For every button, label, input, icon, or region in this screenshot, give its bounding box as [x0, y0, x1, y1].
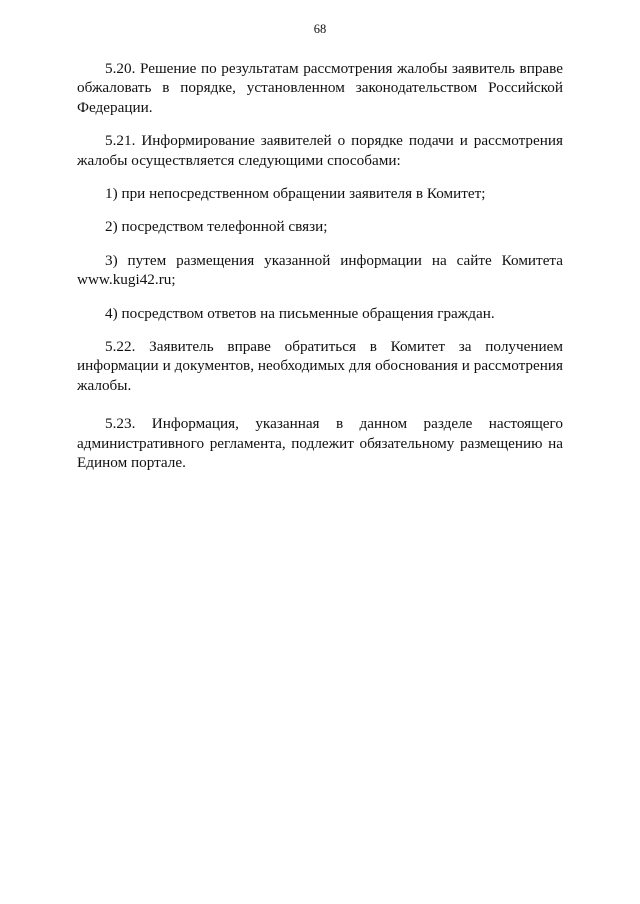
paragraph-5-23: 5.23. Информация, указанная в данном разделе настоящего административного регламента, подлежит обязательному размещению на Едином портале. [77, 415, 563, 472]
paragraph-5-22: 5.22. Заявитель вправе обратиться в Комитет за получением информации и документов, необходимых для обоснования и рассмотрения жалобы. [77, 338, 563, 394]
document-body [77, 59, 563, 473]
list-item-1: 1) при непосредственном обращении заявителя в Комитет; [105, 185, 486, 203]
paragraph-5-21: 5.21. Информирование заявителей о порядке подачи и рассмотрения жалобы осуществляется следующими способами: [77, 132, 563, 169]
page-number: 68 [313, 22, 327, 36]
list-item-4: 4) посредством ответов на письменные обращения граждан. [105, 304, 495, 322]
list-item-3: 3) путем размещения указанной информации на сайте Комитета www.kugi42.ru; [77, 251, 563, 289]
list-item-2: 2) посредством телефонной связи; [105, 218, 328, 236]
paragraph-5-20: 5.20. Решение по результатам рассмотрения жалобы заявитель вправе обжаловать в порядке, установленном законодательством Российской Федерации. [77, 60, 563, 116]
